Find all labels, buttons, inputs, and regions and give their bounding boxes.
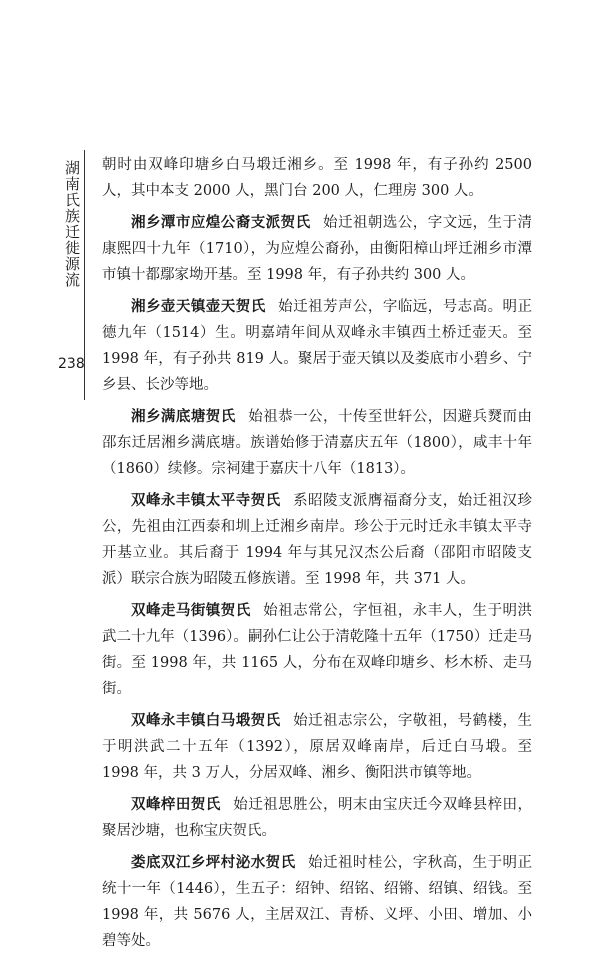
paragraph-entry xyxy=(102,488,532,592)
paragraph-body: 系昭陵支派膺福裔分支，始迁祖汉珍公，先祖由江西泰和圳上迁湘乡南岸。珍公于元时迁永丰镇太平寺开基立业。其后裔于 1994 年与其兄汉杰公后裔（邵阳市昭陵支派）联宗合族为昭陵五修族谱。至 1998 年，共 371 人。 xyxy=(102,493,533,587)
entry-title: 双峰梓田贺氏 xyxy=(131,797,221,813)
entry-title: 湘乡满底塘贺氏 xyxy=(131,409,236,425)
paragraph-body: 始祖恭一公，十传至世轩公，因避兵燹而由邵东迁居湘乡满底塘。族谱始修于清嘉庆五年（1800），咸丰十年（1860）续修。宗祠建于嘉庆十八年（1813）。 xyxy=(102,409,533,477)
paragraph-entry xyxy=(102,598,532,702)
main-text xyxy=(102,152,532,960)
paragraph-body: 始祖志常公，字恒祖，永丰人，生于明洪武二十九年（1396）。嗣孙仁让公于清乾隆十五年（1750）迁走马街。至 1998 年，共 1165 人，分布在双峰印塘乡、杉木桥、走马街。 xyxy=(102,603,533,697)
paragraph-entry xyxy=(102,792,532,844)
entry-title: 娄底双江乡坪村泌水贺氏 xyxy=(131,855,296,871)
entry-title: 湘乡壶天镇壶天贺氏 xyxy=(131,299,266,315)
entry-title: 湘乡潭市应煌公裔支派贺氏 xyxy=(131,215,311,231)
paragraph-body: 朝时由双峰印塘乡白马塅迁湘乡。至 1998 年，有子孙约 2500 人，其中本支 2000 人，黑门台 200 人，仁理房 300 人。 xyxy=(102,157,532,199)
paragraph-entry xyxy=(102,210,532,288)
paragraph-body: 始迁祖朝选公，字文远，生于清康熙四十九年（1710），为应煌公裔孙，由衡阳樟山坪迁湘乡市潭市镇十都鄢家坳开基。至 1998 年，有子孙共约 300 人。 xyxy=(102,215,533,283)
paragraph-body: 始迁祖时桂公，字秋高，生于明正统十一年（1446），生五子：绍钟、绍铭、绍锵、绍镇、绍钱。至 1998 年，共 5676 人，主居双江、青桥、义坪、小田、增加、小碧等处。 xyxy=(102,855,532,949)
entry-title: 双峰走马街镇贺氏 xyxy=(131,603,251,619)
page-number: 238 xyxy=(58,356,85,372)
entry-title: 双峰永丰镇白马塅贺氏 xyxy=(131,713,281,729)
paragraph-body: 始迁祖芳声公，字临远，号志高。明正德九年（1514）生。明嘉靖年间从双峰永丰镇西土桥迁壶天。至 1998 年，有子孙共 819 人。聚居于壶天镇以及娄底市小碧乡、宁乡县、长沙等地。 xyxy=(102,299,533,393)
paragraph-body: 始迁祖思胜公，明末由宝庆迁今双峰县梓田，聚居沙塘，也称宝庆贺氏。 xyxy=(102,797,533,839)
paragraph-body: 始迁祖志宗公，字敬祖，号鹤楼，生于明洪武二十五年（1392），原居双峰南岸，后迁白马塅。至 1998 年，共 3 万人，分居双峰、湘乡、衡阳洪市镇等地。 xyxy=(102,713,533,781)
entry-title: 双峰永丰镇太平寺贺氏 xyxy=(131,493,281,509)
paragraph-entry xyxy=(102,708,532,786)
paragraph-entry xyxy=(102,404,532,482)
paragraph-entry xyxy=(102,294,532,398)
paragraph-continuation xyxy=(102,152,532,204)
paragraph-entry xyxy=(102,850,532,954)
running-header-title: 湖南氏族迁徙源流 xyxy=(63,160,81,288)
